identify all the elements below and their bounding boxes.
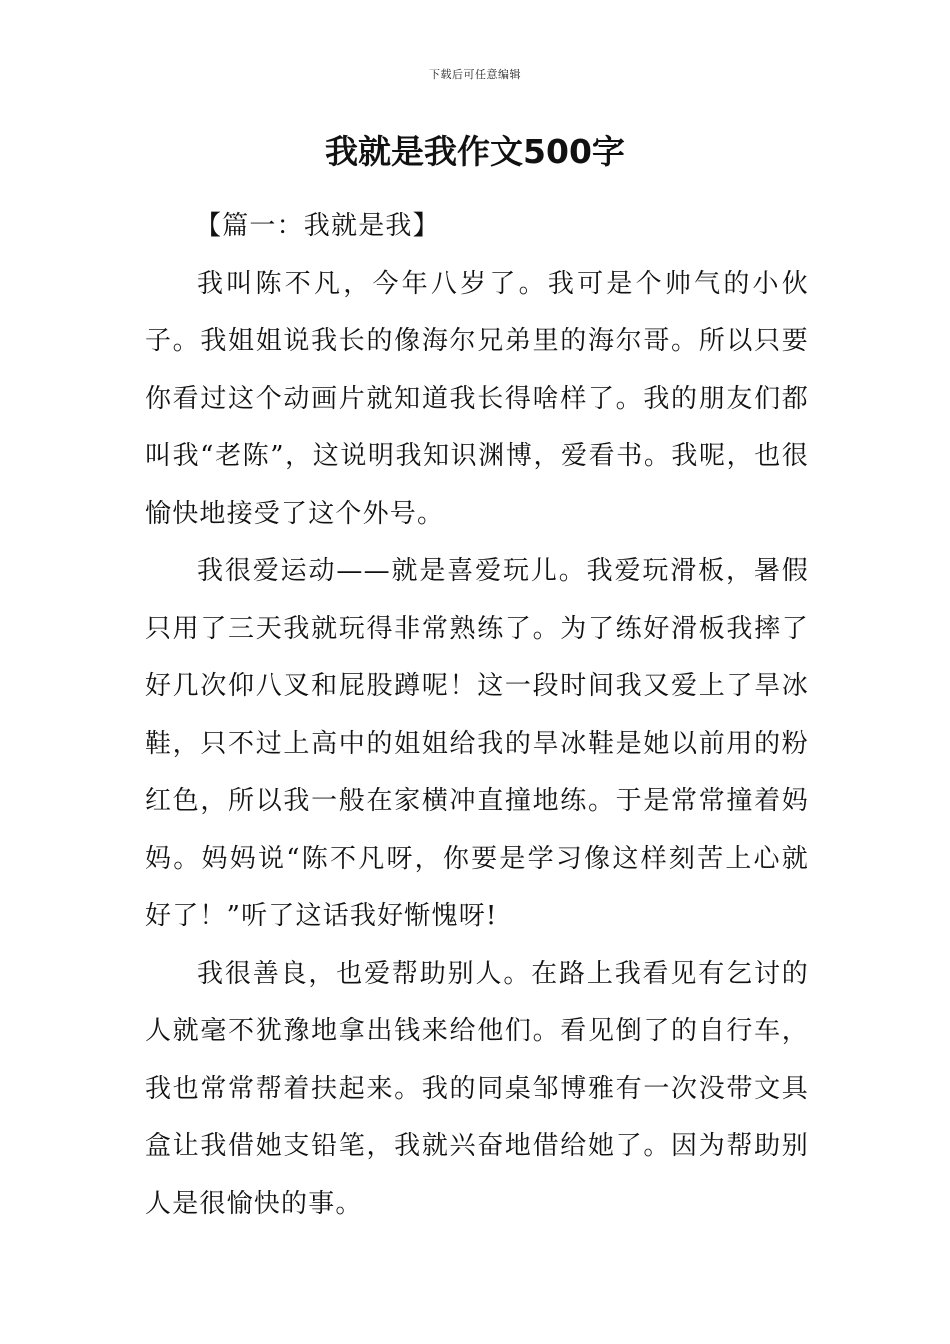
paragraph-1: 我叫陈不凡，今年八岁了。我可是个帅气的小伙子。我姐姐说我长的像海尔兄弟里的海尔哥。所以只要你看过这个动画片就知道我长得啥样了。我的朋友们都叫我“老陈”，这说明我知识渊博，爱看书。我呢，也很愉快地接受了这个外号。: [145, 268, 809, 529]
section-heading: 【篇一：我就是我】: [195, 211, 440, 241]
paragraph-3: 我很善良，也爱帮助别人。在路上我看见有乞讨的人就毫不犹豫地拿出钱来给他们。看见倒了的自行车，我也常常帮着扶起来。我的同桌邹博雅有一次没带文具盒让我借她支铅笔，我就兴奋地借给她了。因为帮助别人是很愉快的事。: [145, 958, 809, 1219]
document-body: [145, 198, 809, 1233]
header-note: 下载后可任意编辑: [429, 68, 521, 81]
paragraph-2: 我很爱运动——就是喜爱玩儿。我爱玩滑板，暑假只用了三天我就玩得非常熟练了。为了练好滑板我摔了好几次仰八叉和屁股蹲呢！这一段时间我又爱上了旱冰鞋，只不过上高中的姐姐给我的旱冰鞋是她以前用的粉红色，所以我一般在家横冲直撞地练。于是常常撞着妈妈。妈妈说“陈不凡呀，你要是学习像这样刻苦上心就好了！”听了这话我好惭愧呀!: [145, 556, 809, 931]
document-title: 我就是我作文500字: [325, 132, 625, 171]
